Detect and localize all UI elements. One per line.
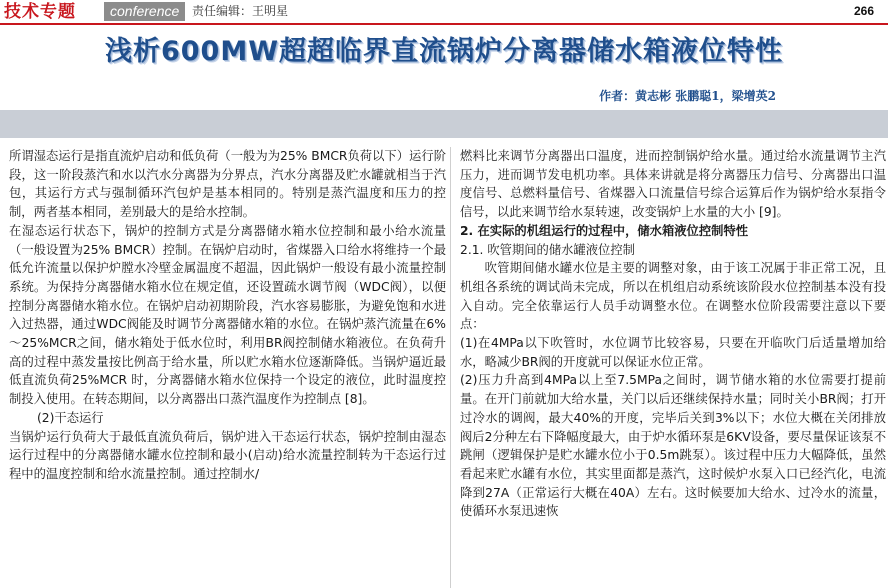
paragraph-wet-operation-intro: 所谓湿态运行是指直流炉启动和低负荷（一般为为25% BMCR负荷以下）运行阶段，这一阶段蒸汽和水以汽水分离器为分界点，汽水分离器及贮水罐就相当于汽包，其运行方式与强制循环汽包炉是基本相同的。特别是蒸汽温度和压力的控制，两者基本相同，差别最大的是给水控制。 [9, 149, 446, 220]
section-tag: 技术专题 [4, 2, 76, 22]
subsection-heading-2-1: 2.1. 吹管期间的储水罐液位控制 [460, 242, 635, 257]
paragraph-blowing-control: 吹管期间储水罐水位是主要的调整对象，由于该工况属于非正常工况，且机组各系统的调试尚未完成，所以在机组启动系统该阶段水位控制基本没有投入自动。完全依靠运行人员手动调整水位。在调整水位阶段需要注意以下要点： [460, 261, 886, 332]
column-divider [450, 147, 451, 588]
paragraph-fuel-ratio: 燃料比来调节分离器出口温度，进而控制锅炉给水量。通过给水流量调节主汽压力，进而调节发电机功率。具体来讲就是将分离器压力信号、分离器出口温度信号、总燃料量信号、省煤器入口流量信号综合运算后作为锅炉给水泵指令信号，以此来调节给水泵转速，改变锅炉上水量的大小 [9]。 [460, 149, 886, 220]
article-title: 浅析600MW超超临界直流锅炉分离器储水箱液位特性 [104, 36, 783, 67]
article-authors: 作者：黄志彬 张鹏聪1，梁增英2 [599, 89, 776, 103]
paragraph-wet-operation-control: 在湿态运行状态下，锅炉的控制方式是分离器储水箱水位控制和最小给水流量（一般设置为25% BMCR）控制。在锅炉启动时，省煤器入口给水将维持一个最低允许流量以保护炉膛水冷壁金属温度不超温，因此锅炉一般设有最小流量控制系统。为保持分离器储水箱水位在规定值，还设置疏水调节阀（WDC阀），以便控制分离器储水箱水位。在锅炉启动初期阶段，汽水容易膨胀，为避免饱和水进入过热器，通过WDC阀能及时调节分离器储水箱的水位。在锅炉蒸汽流量在6%～25%MCR之间，储水箱处于低水位时，利用BR阀控制储水箱液位。在负荷升高的过程中蒸发量按比例高于给水量，所以贮水箱水位逐渐降低。当锅炉逼近最低直流负荷25%MCR 时，分离器储水箱水位保持一个设定的液位，此时温度控制投入使用。在转态期间，以分离器出口蒸汽温度作为控制点 [8]。 [9, 223, 446, 407]
editor-credit: 责任编辑：王明星 [192, 4, 289, 18]
list-item-2: (2)压力升高到4MPa以上至7.5MPa之间时，调节储水箱的水位需要打提前量。在开门前就加大给水量，关门以后还继续保持水量；同时关小BR阀；打开过冷水的调阀，最大40%的开度，完毕后关到3%以下；水位大概在关闭排放阀后2分种左右下降幅度最大，由于炉水循环泵是6KV设备，要尽量保证该泵不跳闸（逻辑保护是贮水罐水位小于0.5m跳泵）。该过程中压力大幅降低，虽然看起来贮水罐有水位，其实里面都是蒸汽，这时候炉水泵入口已经汽化，电流降到27A（正常运行大概在40A）左右。这时候要加大给水、过冷水的流量，使循环水泵迅速恢 [460, 373, 886, 519]
list-item-1: (1)在4MPa以下吹管时，水位调节比较容易，只要在开临吹门后适量增加给水，略减少BR阀的开度就可以保证水位正常。 [460, 336, 886, 369]
section-heading-2: 2. 在实际的机组运行的过程中，储水箱液位控制特性 [460, 223, 749, 238]
left-column [9, 147, 446, 484]
right-column [460, 147, 886, 521]
page-number: 266 [853, 4, 874, 18]
page-header [0, 0, 888, 24]
subheading-dry-operation: (2)干态运行 [37, 410, 104, 425]
conference-tag: conference [104, 2, 185, 21]
header-rule [0, 23, 888, 25]
title-band [0, 110, 888, 138]
paragraph-dry-operation: 当锅炉运行负荷大于最低直流负荷后，锅炉进入干态运行状态，锅炉控制由湿态运行过程中的分离器储水罐水位控制和最小(启动)给水流量控制转为干态运行过程中的温度控制和给水流量控制。通过控制水/ [9, 429, 446, 481]
